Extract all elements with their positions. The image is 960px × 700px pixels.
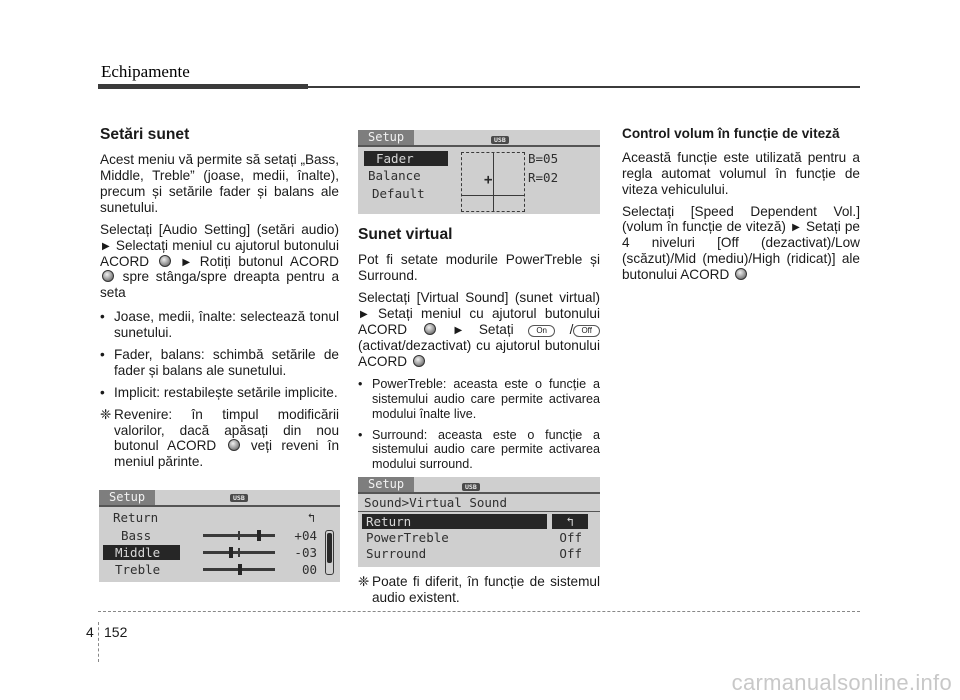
menu-item-default: Default (372, 186, 425, 201)
instr-part: spre stânga/spre dreapta pentru a seta (100, 269, 340, 301)
speed-volume-heading: Control volum în funcție de viteză (622, 126, 840, 141)
arrow-right-icon: ▶ (360, 308, 368, 320)
fader-balance-screen (358, 130, 600, 214)
note-mark-icon: ❈ (100, 406, 112, 422)
sound-settings-heading: Setări sunet (100, 126, 190, 143)
menu-item-surround: Surround (366, 546, 427, 561)
return-icon: ↰ (552, 514, 588, 529)
arrow-right-icon: ▶ (182, 256, 191, 268)
speed-volume-section (622, 126, 860, 289)
footer-divider (98, 622, 99, 662)
virtual-sound-intro: Pot fi setate modurile PowerTreble și Surround. (358, 252, 600, 284)
sound-settings-list (100, 309, 339, 400)
arrow-right-icon: ▶ (792, 222, 800, 234)
middle-slider (203, 551, 275, 554)
setup-tab: Setup (358, 130, 414, 145)
menu-item-bass: Bass (121, 528, 152, 543)
menu-item-middle: Middle (103, 545, 180, 560)
return-icon: ↰ (307, 510, 315, 525)
arrow-right-icon: ▶ (454, 324, 463, 336)
treble-slider (203, 568, 275, 571)
list-item: • Surround: aceasta este o funcție a sistemului audio care permite activarea modului surround. (358, 427, 600, 472)
acord-knob-icon (413, 355, 425, 367)
list-item: • PowerTreble: aceasta este o funcție a sistemului audio care permite activarea modului înalte live. (358, 377, 600, 421)
bass-slider (203, 534, 275, 537)
surround-value: Off (559, 546, 582, 561)
footer-rule (98, 611, 860, 612)
powertreble-value: Off (559, 530, 582, 545)
screen-divider (99, 505, 340, 507)
note-mark-icon: ❈ (358, 574, 370, 589)
menu-item-return: Return (362, 514, 547, 529)
menu-item-fader: Fader (364, 151, 448, 166)
virtual-sound-instructions: Selectați [Virtual Sound] (sunet virtual) ▶ Setați meniul cu ajutorul butonului ACORD ▶ Setați On / Off (activat/dezactivat) cu ajutorul butonului ACORD (358, 290, 600, 369)
instr-part: Selectați meniul cu ajutorul butonului ACORD (100, 237, 339, 269)
off-pill-icon: Off (573, 325, 600, 337)
screen-divider (358, 511, 600, 512)
chapter-number: 4 (86, 624, 94, 640)
virtual-sound-heading: Sunet virtual (358, 226, 453, 243)
virtual-sound-list (358, 377, 600, 471)
return-note: ❈ Revenire: în timpul modificării valorilor, dacă apăsați din nou butonul ACORD veți reveni în meniul părinte. (100, 406, 340, 470)
on-pill-icon: On (528, 325, 555, 337)
bass-value: +04 (294, 528, 317, 543)
menu-item-treble: Treble (115, 562, 161, 577)
breadcrumb: Sound>Virtual Sound (364, 495, 507, 510)
acord-knob-icon (102, 270, 114, 282)
setup-tab: Setup (358, 477, 414, 492)
fader-value: B=05 (528, 151, 559, 166)
treble-value: 00 (301, 562, 317, 577)
balance-position-marker: + (484, 172, 493, 188)
sound-settings-intro: Acest meniu vă permite să setați „Bass, Middle, Treble” (joase, medii, înalte), precum și setările fader și balans ale sunetului. (100, 152, 339, 215)
sound-settings-instructions (100, 222, 339, 301)
page-number: 152 (104, 624, 128, 640)
speed-volume-intro: Această funcție este utilizată pentru a regla automat volumul în funcție de viteza vehiculului. (622, 149, 860, 197)
screen-divider (358, 145, 600, 147)
menu-item-balance: Balance (368, 168, 421, 183)
acord-knob-icon (228, 439, 240, 451)
menu-item-return: Return (113, 510, 159, 525)
setup-tab: Setup (99, 490, 155, 505)
speed-volume-instructions: Selectați [Speed Dependent Vol.] (volum în funcție de viteză) ▶ Setați pe 4 niveluri [Off (dezactivat)/Low (scăzut)/Mid (mediu)/High (ridicat)] ale butonului ACORD (622, 203, 860, 283)
screen-divider (358, 492, 600, 494)
arrow-right-icon: ▶ (102, 240, 110, 252)
tone-settings-screen (99, 490, 340, 582)
page-header-title: Echipamente (101, 62, 190, 81)
acord-knob-icon (424, 323, 436, 335)
virtual-sound-note: ❈ Poate fi diferit, în funcție de sistemul audio existent. (358, 574, 600, 605)
balance-grid (461, 152, 525, 212)
instr-part: Selectați [Audio Setting] (setări audio) (100, 221, 339, 237)
list-item: • Fader, balans: schimbă setările de fader și balans ale sunetului. (100, 347, 339, 378)
list-item: • Implicit: restabilește setările implicite. (100, 384, 338, 400)
middle-value: -03 (294, 545, 317, 560)
acord-knob-icon (159, 255, 171, 267)
instr-part: Rotiți butonul ACORD (199, 253, 339, 269)
balance-value: R=02 (528, 170, 559, 185)
menu-item-powertreble: PowerTreble (366, 530, 449, 545)
virtual-sound-section (358, 226, 600, 478)
list-item: • Joase, medii, înalte: selectează tonul sunetului. (100, 309, 339, 341)
usb-badge: USB (491, 136, 509, 144)
header-rule-accent (98, 84, 308, 89)
watermark: carmanualsonline.info (731, 670, 952, 695)
acord-knob-icon (735, 268, 747, 280)
sound-settings-section (100, 126, 339, 470)
virtual-sound-screen (358, 477, 600, 567)
usb-badge: USB (230, 494, 248, 502)
scrollbar (325, 530, 334, 575)
usb-badge: USB (462, 483, 480, 491)
